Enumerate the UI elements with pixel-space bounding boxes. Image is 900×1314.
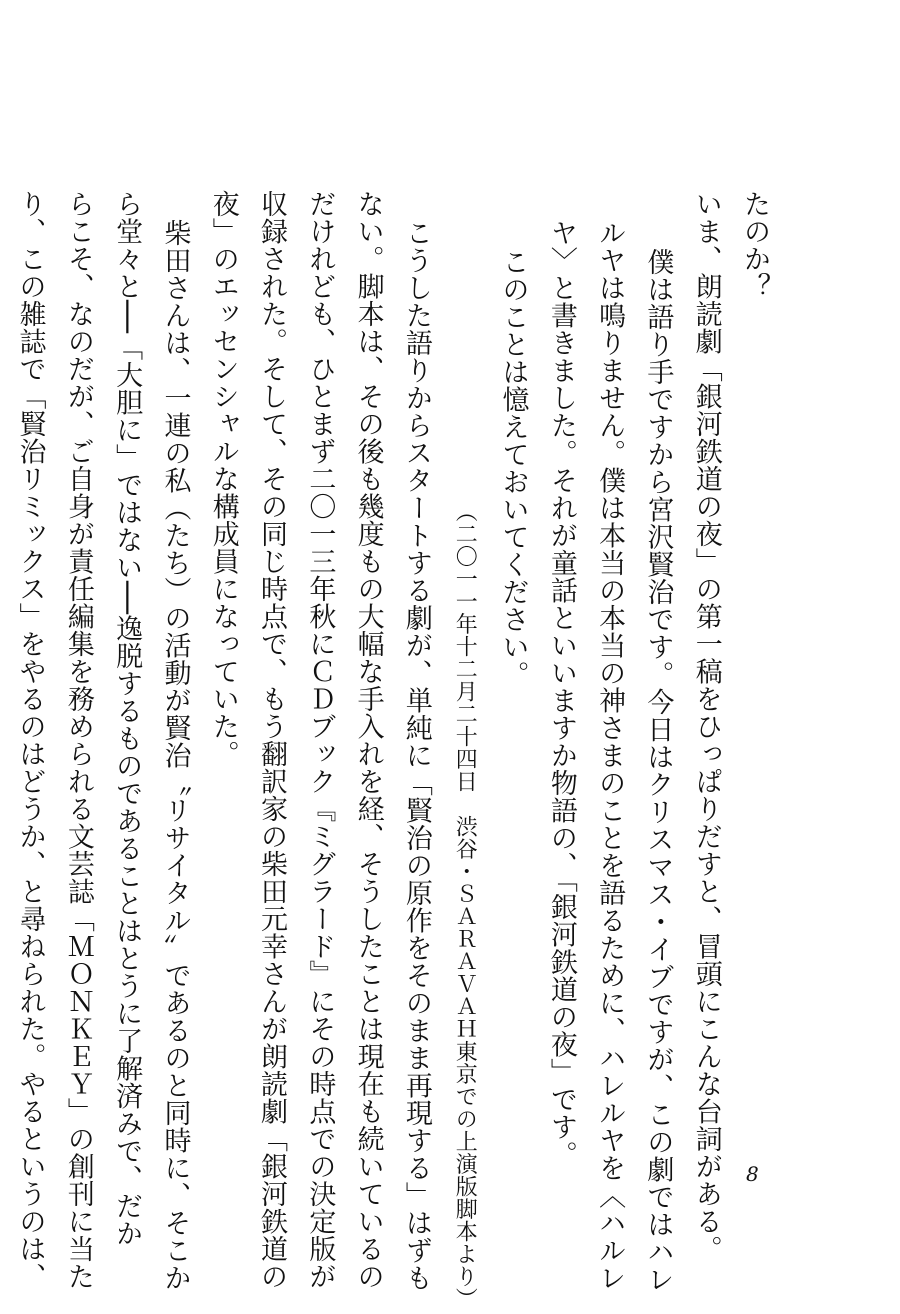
text-line-9: ら堂々と──「大胆に」ではない──逸脱するものであることはとうに了解済みで、だか (111, 190, 143, 1248)
text-line-2: いま、朗読劇「銀河鉄道の夜」の第一稿をひっぱりだすと、冒頭にこんな台詞がある。 (690, 190, 722, 1263)
text-line-5: だけれども、ひとまず二〇一三年秋にＣＤブック『ミグラード』にその時点での決定版が (304, 190, 336, 1290)
text-line-10: らこそ、なのだが、ご自身が責任編集を務められる文芸誌「ＭＯＮＫＥＹ」の創刊に当た (62, 190, 94, 1290)
text-line-3: こうした語りからスタートする劇が、単純に「賢治の原作をそのまま再現する」はずも (400, 219, 432, 1292)
quote-source: （二〇一一年十二月二十四日 渋谷・ＳＡＲＡＶＡＨ東京での上演版脚本より） (452, 500, 478, 1310)
text-line-11: り、この雑誌で「賢治リミックス」をやるのはどうか、と尋ねられた。やるというのは、 (14, 190, 46, 1290)
body-text (14, 190, 778, 1310)
quote-line-2: ルヤは鳴りません。僕は本当の本当の神さまのことを語るために、ハレルヤを〈ハルレ (594, 219, 626, 1292)
quote-line-3: ヤ〉と書きました。それが童話といいますか物語の、「銀河鉄道の夜」です。 (545, 219, 577, 1168)
text-line-8: 柴田さんは、一連の私（たち）の活動が賢治〝リサイタル〟であるのと同時に、そこか (159, 219, 191, 1292)
text-line-1: たのか？ (739, 190, 770, 300)
quote-line-4: このことは憶えておいてください。 (497, 248, 529, 688)
text-line-6: 収録された。そして、その同じ時点で、もう翻訳家の柴田元幸さんが朗読劇「銀河鉄道の (256, 190, 288, 1290)
quote-line-1: 僕は語り手ですから宮沢賢治です。今日はクリスマス・イブですが、この劇ではハレ (642, 248, 674, 1293)
text-line-7: 夜」のエッセンシャルな構成員になっていた。 (207, 190, 239, 768)
page-number: 8 (746, 1162, 759, 1186)
text-line-4: ない。脚本は、その後も幾度もの大幅な手入れを経、そうしたことは現在も続いているの (352, 190, 384, 1290)
